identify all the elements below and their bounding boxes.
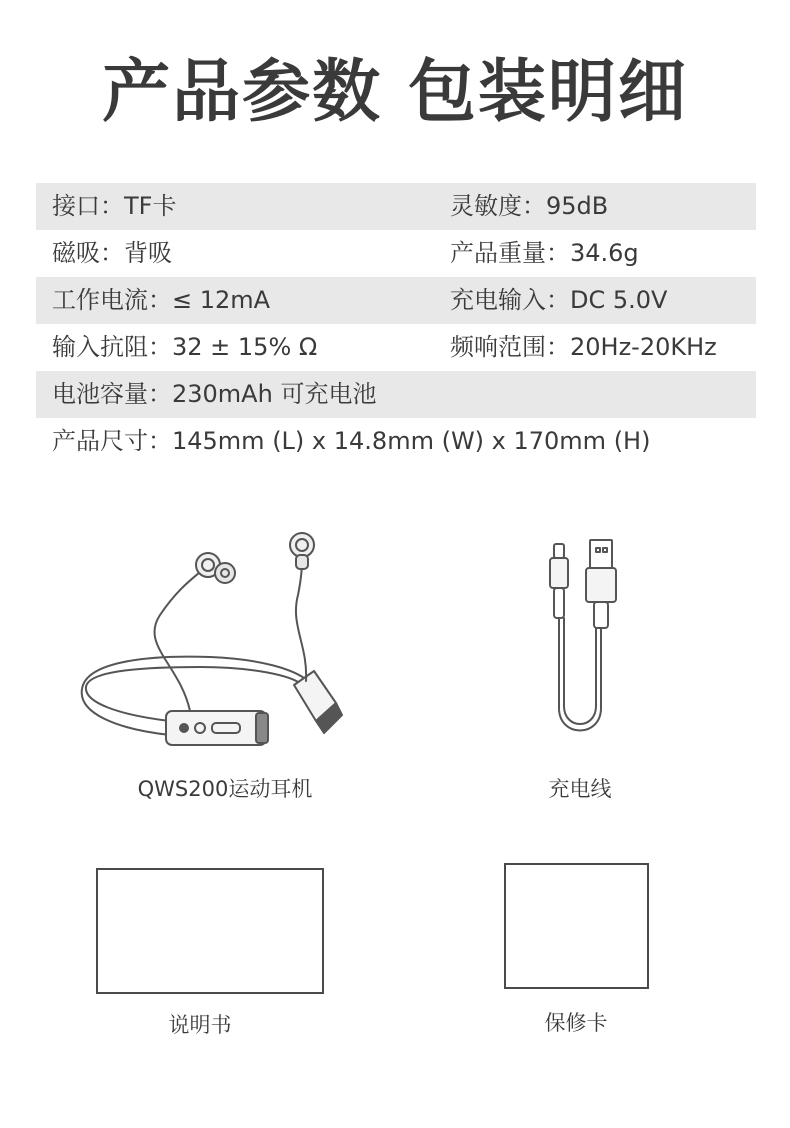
spec-row [36, 371, 756, 418]
spec-table [36, 183, 756, 465]
spec-sensitivity: 灵敏度：95dB [450, 192, 609, 220]
spec-row [36, 277, 756, 324]
warranty-card-illustration [504, 863, 649, 989]
manual-caption: 说明书 [168, 1013, 232, 1037]
spec-interface: 接口：TF卡 [52, 192, 177, 220]
spec-magnet: 磁吸：背吸 [52, 239, 172, 267]
spec-impedance: 输入抗阻：32 ± 15% Ω [52, 333, 318, 361]
manual-illustration [96, 868, 324, 994]
spec-current: 工作电流：≤ 12mA [52, 286, 271, 314]
spec-dimensions: 产品尺寸：145mm (L) x 14.8mm (W) x 170mm (H) [52, 427, 651, 455]
spec-battery: 电池容量：230mAh 可充电池 [52, 380, 377, 408]
spec-frequency: 频响范围：20Hz-20KHz [450, 333, 717, 361]
spec-charge-input: 充电输入：DC 5.0V [450, 286, 668, 314]
page-title: 产品参数 包装明细 [102, 53, 688, 132]
neckband-earphones-icon [80, 525, 360, 765]
warranty-caption: 保修卡 [544, 1011, 608, 1035]
spec-row [36, 324, 756, 371]
earphones-caption: QWS200运动耳机 [137, 777, 313, 801]
spec-row [36, 418, 756, 465]
usb-cable-icon [540, 538, 630, 738]
spec-row [36, 183, 756, 230]
spec-weight: 产品重量：34.6g [450, 239, 639, 267]
cable-caption: 充电线 [548, 777, 612, 801]
spec-row [36, 230, 756, 277]
